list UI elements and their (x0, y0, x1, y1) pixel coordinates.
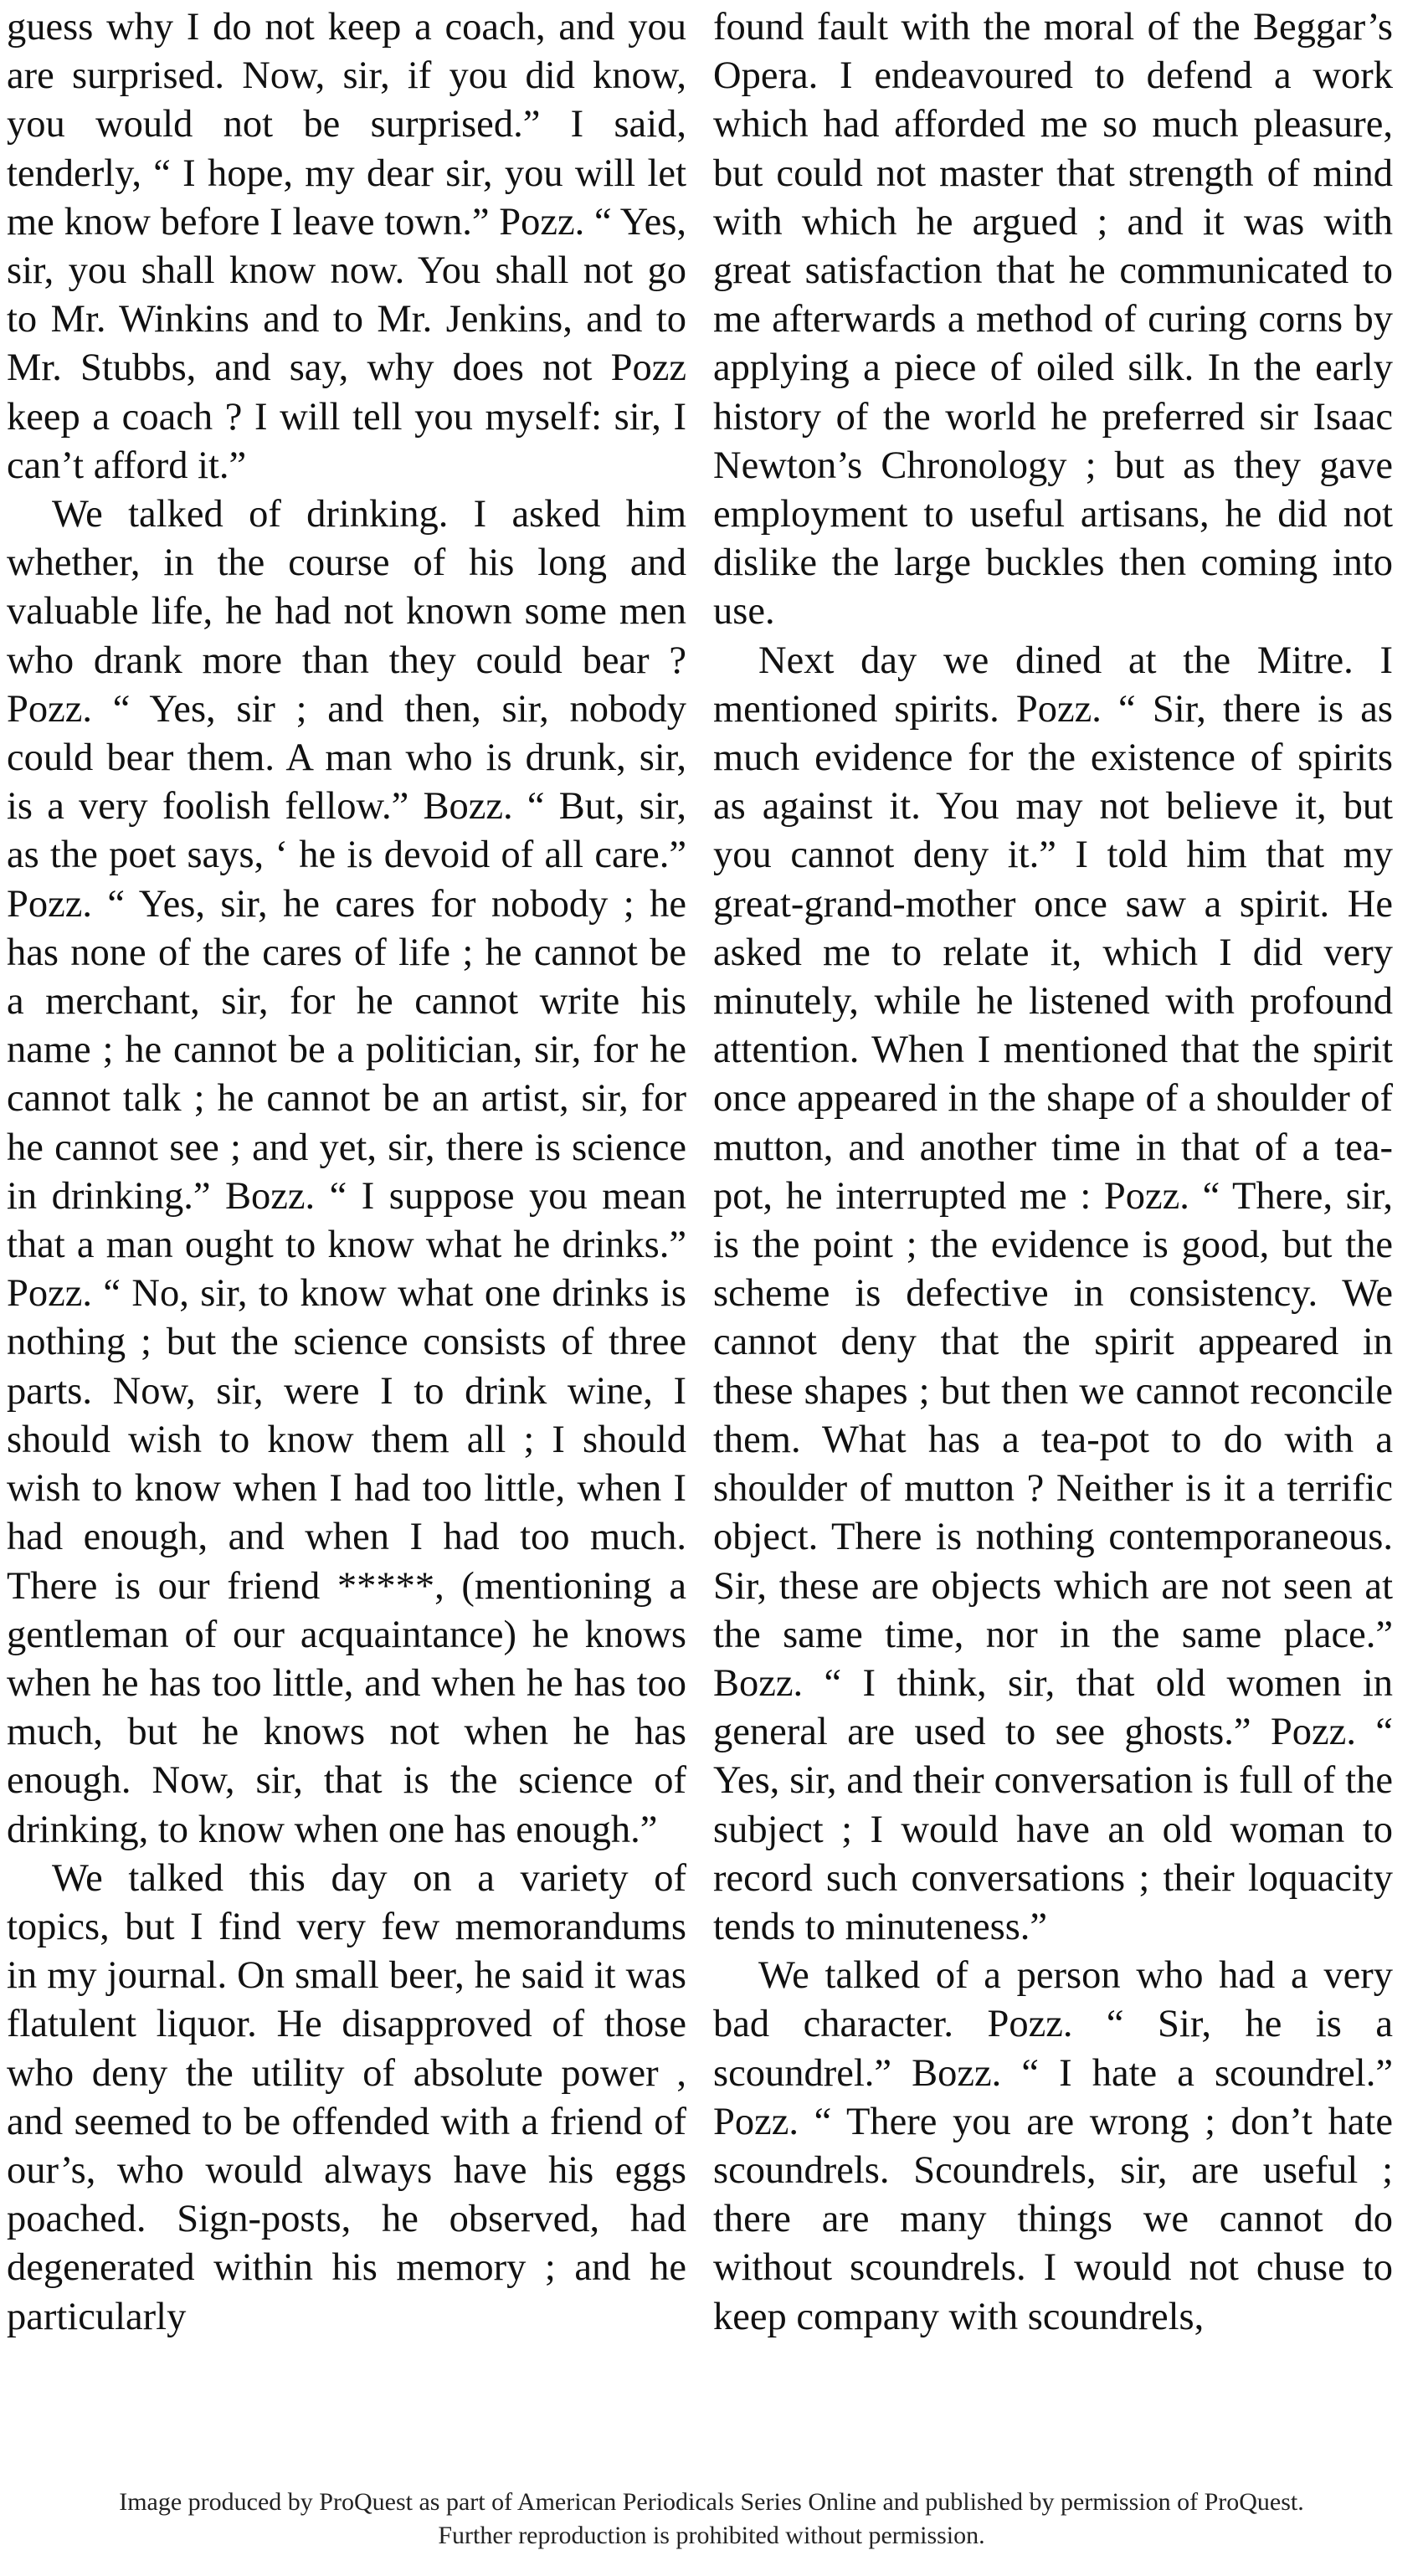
paragraph: We talked of drinking. I asked him whether, in the course of his long and valuable life, he had not known some men who drank more than they could bear ? Pozz. “ Yes, sir ; and then, sir, nobody could bear them. A man who is drunk, sir, is a very foolish fellow.” Bozz. “ But, sir, as the poet says, ‘ he is devoid of all care.” Pozz. “ Yes, sir, he cares for nobody ; he has none of the cares of life ; he cannot be a merchant, sir, for he cannot write his name ; he cannot be a politician, sir, for he cannot talk ; he cannot be an artist, sir, for he cannot see ; and yet, sir, there is science in drinking.” Bozz. “ I suppose you mean that a man ought to know what he drinks.” Pozz. “ No, sir, to know what one drinks is nothing ; but the science consists of three parts. Now, sir, were I to drink wine, I should wish to know them all ; I should wish to know when I had too little, when I had enough, and when I had too much. There is our friend *****, (mentioning a gentleman of our acquaintance) he knows when he has too little, and when he has too much, but he knows not when he has enough. Now, sir, that is the science of drinking, to know when one has enough.” (7, 493, 686, 1851)
copyright-line-1: Image produced by ProQuest as part of American Periodicals Series Online and published by permission of ProQuest. (119, 2488, 1304, 2516)
copyright-line-2: Further reproduction is prohibited without permission. (438, 2522, 985, 2549)
paragraph: We talked this day on a variety of topics, but I find very few memorandums in my journal. On small beer, he said it was flatulent liquor. He disapproved of those who deny the utility of absolute power , and seemed to be offended with a friend of our’s, who would always have his eggs poached. Sign-posts, he observed, had degenerated within his memory ; and he particularly (7, 1856, 686, 2338)
copyright-notice (0, 2486, 1423, 2553)
text-column-right (713, 3, 1393, 2342)
paragraph: We talked of a person who had a very bad character. Pozz. “ Sir, he is a scoundrel.” Bozz. “ I hate a scoundrel.” Pozz. “ There you are wrong ; don’t hate scoundrels. Scoundrels, sir, are useful ; there are many things we cannot do without scoundrels. I would not chuse to keep company with scoundrels, (713, 1954, 1393, 2338)
text-column-left (7, 3, 686, 2342)
paragraph: found fault with the moral of the Beggar’s Opera. I endeavoured to defend a work which had afforded me so much pleasure, but could not master that strength of mind with which he argued ; and it was with great satisfaction that he communicated to me afterwards a method of curing corns by applying a piece of oiled silk. In the early history of the world he preferred sir Isaac Newton’s Chronology ; but as they gave employment to useful artisans, he did not dislike the large buckles then coming into use. (713, 6, 1393, 634)
paragraph: Next day we dined at the Mitre. I mentioned spirits. Pozz. “ Sir, there is as much evidence for the existence of spirits as against it. You may not believe it, but you cannot deny it.” I told him that my great-grand-mother once saw a spirit. He asked me to relate it, which I did very minutely, while he listened with profound attention. When I mentioned that the spirit once appeared in the shape of a shoulder of mutton, and another time in that of a tea-pot, he interrupted me : Pozz. “ There, sir, is the point ; the evidence is good, but the scheme is defective in consistency. We cannot deny that the spirit appeared in these shapes ; but then we cannot reconcile them. What has a tea-pot to do with a shoulder of mutton ? Neither is it a terrific object. There is nothing contemporaneous. Sir, these are objects which are not seen at the same time, nor in the same place.” Bozz. “ I think, sir, that old women in general are used to see ghosts.” Pozz. “ Yes, sir, and their conversation is full of the subject ; I would have an old woman to record such conversations ; their loquacity tends to minuteness.” (713, 639, 1393, 1948)
paragraph: guess why I do not keep a coach, and you are surprised. Now, sir, if you did know, you would not be surprised.” I said, tenderly, “ I hope, my dear sir, you will let me know before I leave town.” Pozz. “ Yes, sir, you shall know now. You shall not go to Mr. Winkins and to Mr. Jenkins, and to Mr. Stubbs, and say, why does not Pozz keep a coach ? I will tell you myself: sir, I can’t afford it.” (7, 6, 686, 487)
